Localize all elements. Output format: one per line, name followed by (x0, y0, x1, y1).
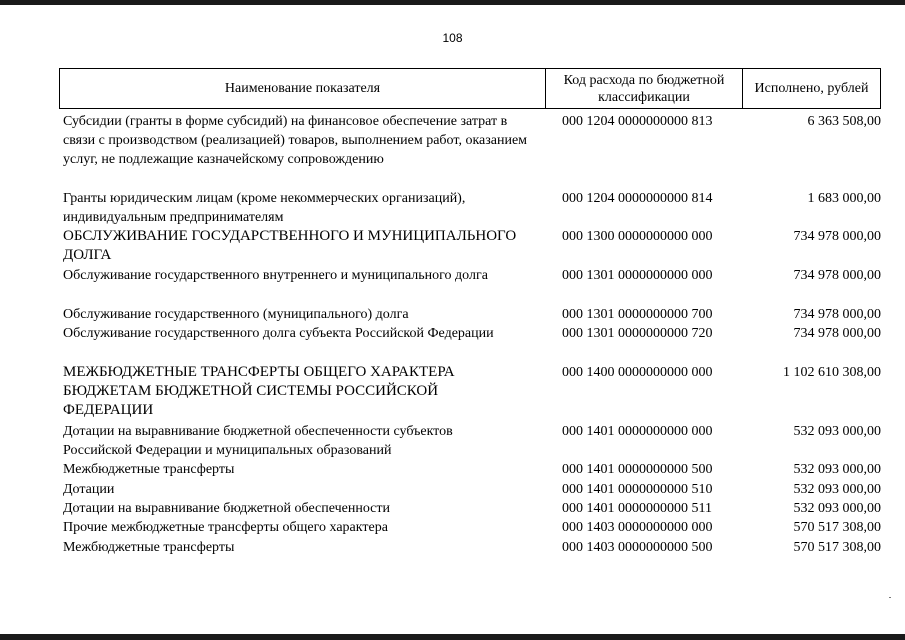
row-code: 000 1204 0000000000 814 (562, 191, 713, 206)
row-amount: 734 978 000,00 (793, 229, 881, 244)
row-name: Межбюджетные трансферты (63, 540, 235, 555)
row-amount: 1 683 000,00 (807, 191, 881, 206)
scan-border-top (0, 0, 905, 5)
row-name: МЕЖБЮДЖЕТНЫЕ ТРАНСФЕРТЫ ОБЩЕГО ХАРАКТЕРА БЮДЖЕТАМ БЮДЖЕТНОЙ СИСТЕМЫ РОССИЙСКОЙ ФЕДЕРАЦИИ (63, 364, 455, 418)
row-code: 000 1401 0000000000 000 (562, 424, 713, 439)
row-code: 000 1301 0000000000 700 (562, 307, 713, 322)
table-header (59, 68, 881, 109)
row-name: Обслуживание государственного долга субъекта Российской Федерации (63, 326, 494, 341)
scan-speck (889, 597, 891, 598)
row-amount: 532 093 000,00 (793, 501, 881, 516)
row-code: 000 1401 0000000000 510 (562, 482, 713, 497)
row-amount: 532 093 000,00 (793, 482, 881, 497)
row-name: Прочие межбюджетные трансферты общего характера (63, 520, 388, 535)
row-code: 000 1204 0000000000 813 (562, 114, 713, 129)
row-name: Дотации (63, 482, 115, 497)
row-amount: 6 363 508,00 (807, 114, 881, 129)
row-name: Дотации на выравнивание бюджетной обеспеченности (63, 501, 390, 516)
row-name: Обслуживание государственного внутреннего и муниципального долга (63, 268, 488, 283)
row-code: 000 1300 0000000000 000 (562, 229, 713, 244)
row-code: 000 1301 0000000000 000 (562, 268, 713, 283)
header-amount: Исполнено, рублей (754, 81, 869, 96)
row-name: ОБСЛУЖИВАНИЕ ГОСУДАРСТВЕННОГО И МУНИЦИПАЛЬНОГО ДОЛГА (63, 228, 517, 263)
row-amount: 734 978 000,00 (793, 307, 881, 322)
row-amount: 734 978 000,00 (793, 268, 881, 283)
row-code: 000 1401 0000000000 511 (562, 501, 712, 516)
row-amount: 570 517 308,00 (793, 540, 881, 555)
row-amount: 570 517 308,00 (793, 520, 881, 535)
page-number: 108 (442, 31, 463, 45)
row-code: 000 1403 0000000000 000 (562, 520, 713, 535)
row-name: Субсидии (гранты в форме субсидий) на финансовое обеспечение затрат в связи с производством (реализацией) товаров, выполнением работ, оказанием услуг, не подлежащие казначейскому сопровождению (63, 114, 528, 167)
row-name: Дотации на выравнивание бюджетной обеспеченности субъектов Российской Федерации и муниципальных образований (63, 424, 453, 458)
row-amount: 532 093 000,00 (793, 462, 881, 477)
row-code: 000 1403 0000000000 500 (562, 540, 713, 555)
row-amount: 1 102 610 308,00 (783, 365, 881, 380)
row-amount: 532 093 000,00 (793, 424, 881, 439)
header-name: Наименование показателя (60, 69, 546, 108)
row-name: Обслуживание государственного (муниципального) долга (63, 307, 409, 322)
header-code: Код расхода по бюджетной классификации (546, 69, 743, 108)
row-code: 000 1401 0000000000 500 (562, 462, 713, 477)
scan-border-bottom (0, 634, 905, 640)
row-amount: 734 978 000,00 (793, 326, 881, 341)
row-name: Гранты юридическим лицам (кроме некоммерческих организаций), индивидуальным предпринимателям (63, 191, 466, 225)
row-name: Межбюджетные трансферты (63, 462, 235, 477)
row-code: 000 1400 0000000000 000 (562, 365, 713, 380)
row-code: 000 1301 0000000000 720 (562, 326, 713, 341)
